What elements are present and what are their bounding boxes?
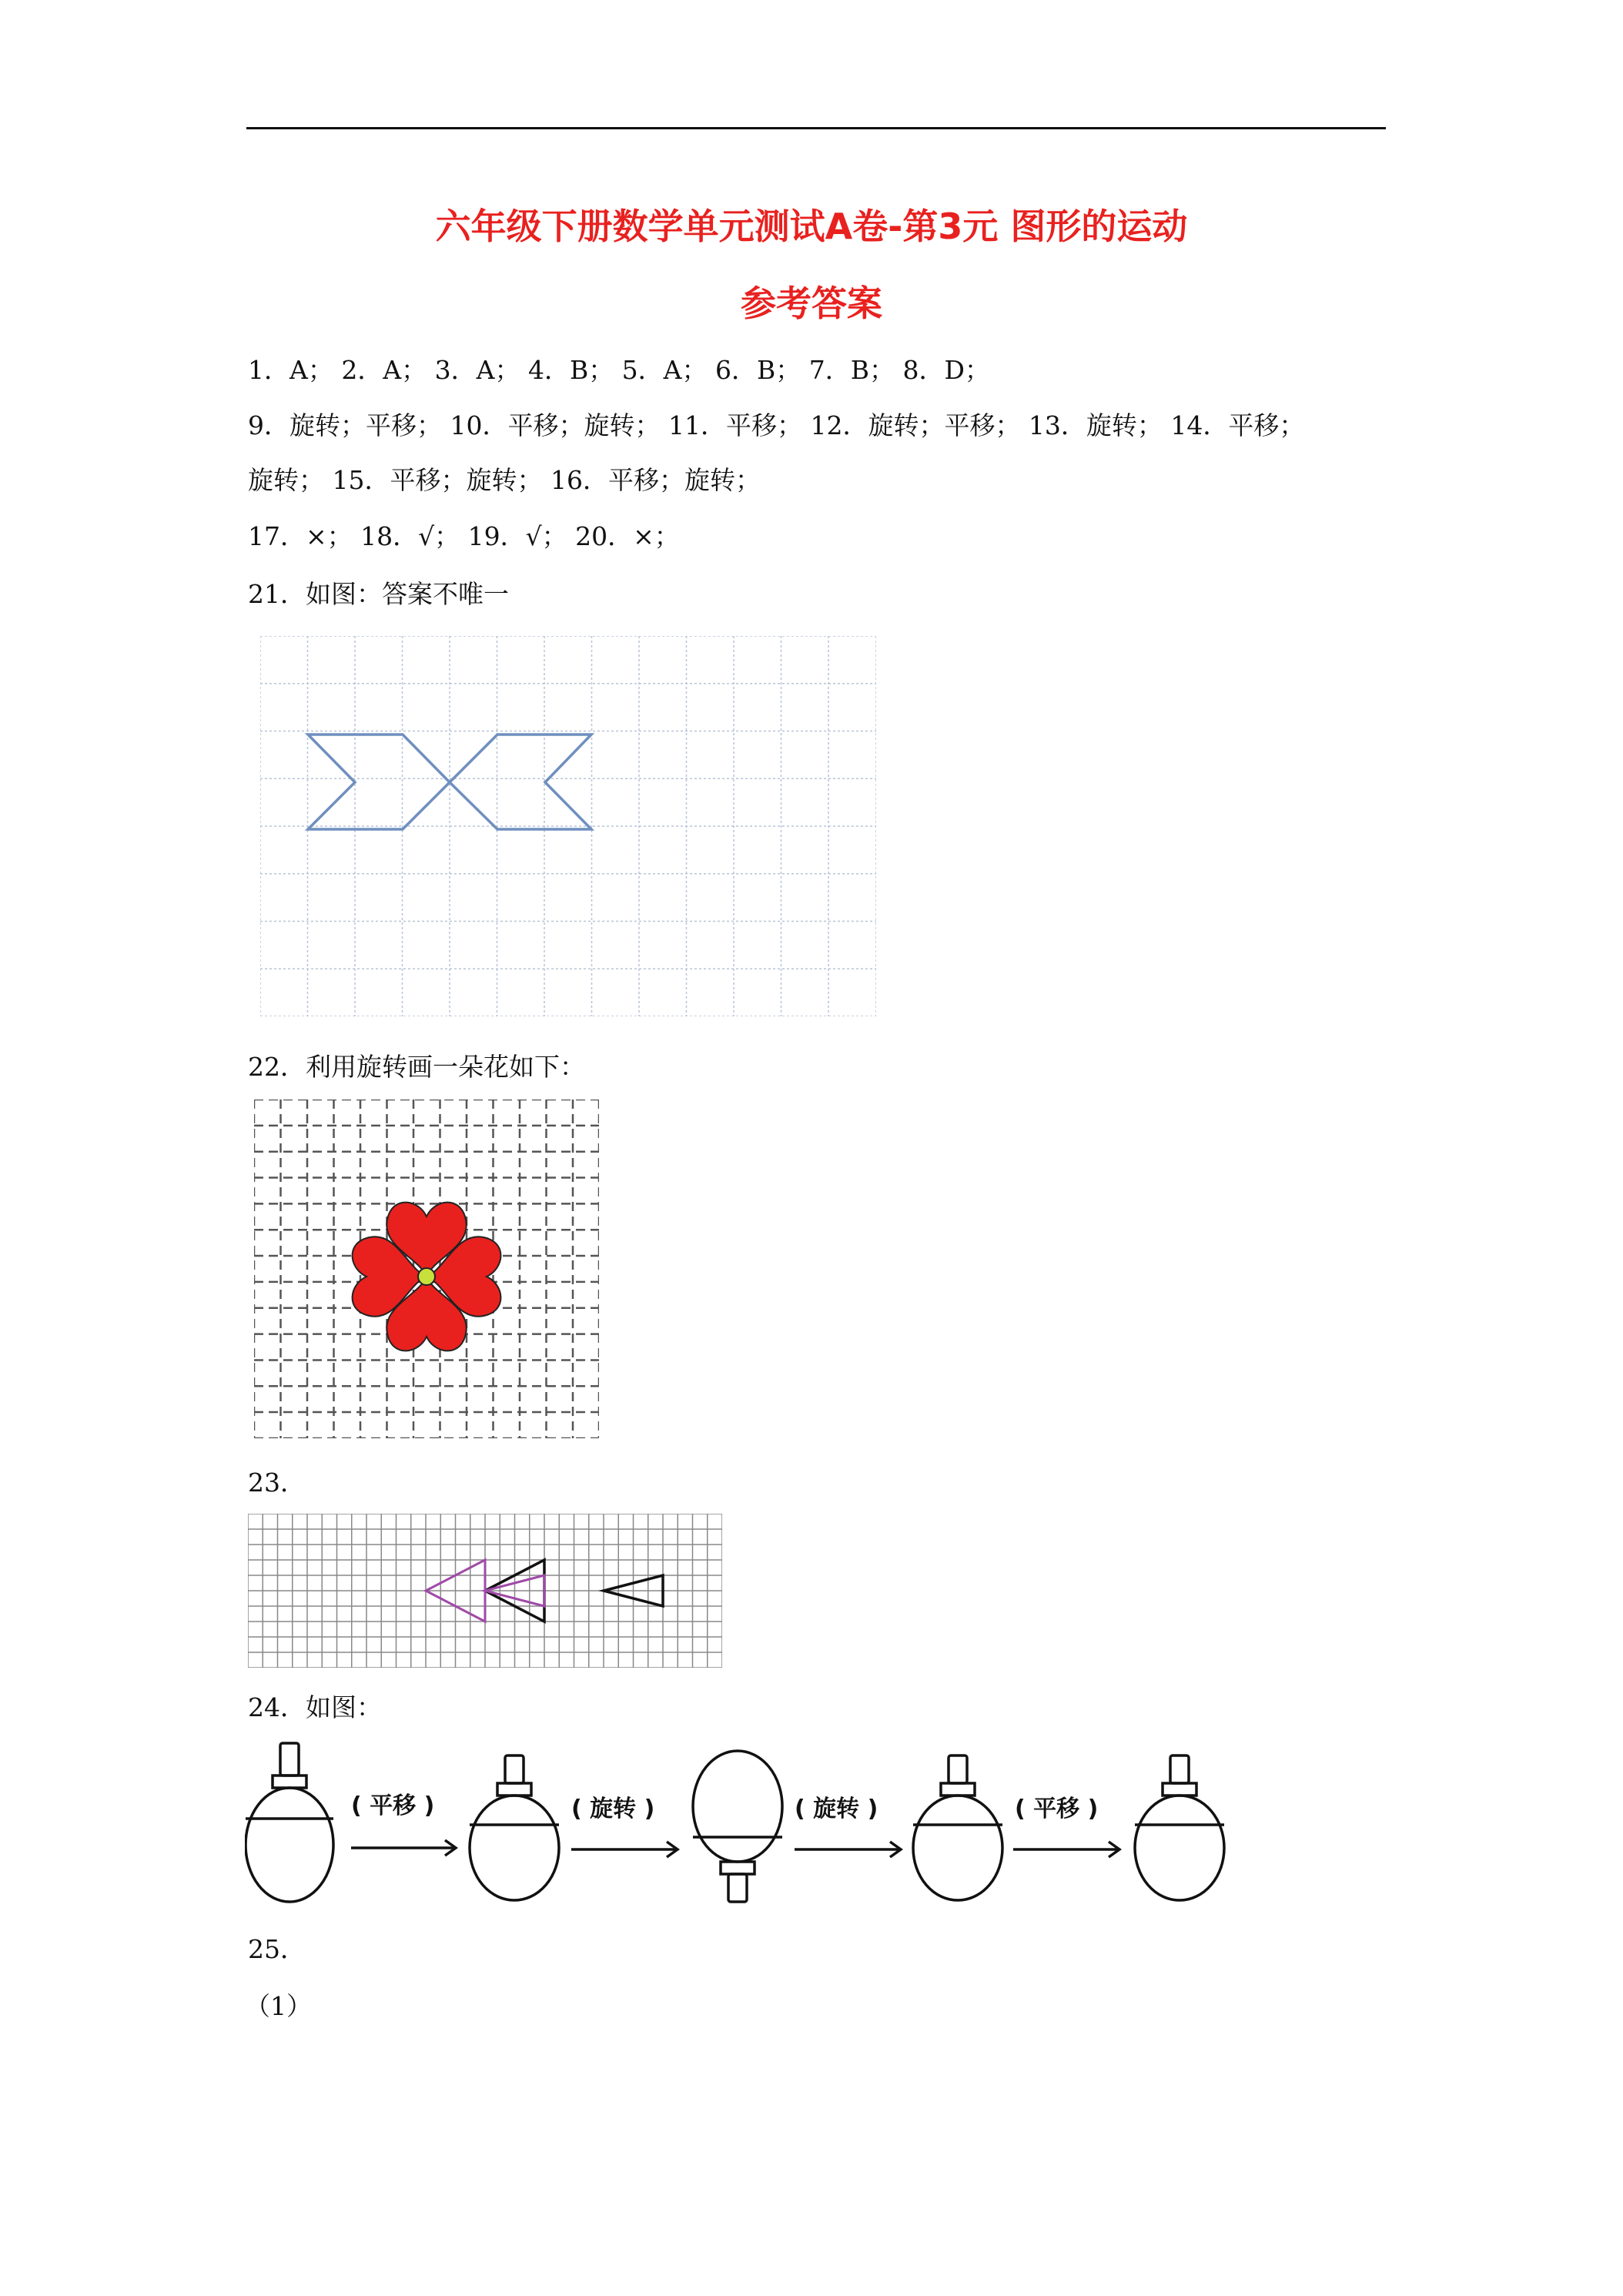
q24-label-2: ( 旋转 ) <box>571 1796 655 1822</box>
answer-q23: 23． <box>248 1468 306 1498</box>
flower-center <box>418 1268 435 1285</box>
page-title: 六年级下册数学单元测试A卷-第3元 图形的运动 <box>435 206 1188 247</box>
answer-line-4: 17．×； 18．√； 19．√； 20．×； <box>248 521 680 551</box>
answer-line-3: 旋转； 15．平移；旋转； 16．平移；旋转； <box>248 465 761 495</box>
q24-label-1: ( 平移 ) <box>351 1792 435 1819</box>
paddle-5 <box>1135 1755 1224 1900</box>
q24-label-3: ( 旋转 ) <box>795 1796 878 1822</box>
answer-q22: 22．利用旋转画一朵花如下： <box>248 1052 585 1082</box>
q24-paddle-figure <box>245 1742 1230 1903</box>
q23-triangle-figure <box>248 1514 722 1668</box>
answer-q24: 24．如图： <box>248 1692 382 1722</box>
paddle-1 <box>246 1743 333 1902</box>
paddle-4 <box>913 1755 1002 1900</box>
paddle-3 <box>693 1751 782 1902</box>
answer-line-1: 1．A； 2．A； 3．A； 4．B； 5．A； 6．B； 7．B； 8．D； <box>248 355 990 385</box>
answer-q25: 25． <box>248 1934 306 1964</box>
q22-flower-figure <box>254 1099 599 1438</box>
q21-grid <box>260 636 876 1016</box>
answer-line-2: 9．旋转；平移； 10．平移；旋转； 11．平移； 12．旋转；平移； 13．旋转； 14．平移； <box>248 410 1305 440</box>
answer-q25-part1: （1） <box>245 1991 312 2021</box>
q24-label-4: ( 平移 ) <box>1015 1796 1099 1822</box>
q22-flower <box>353 1203 501 1351</box>
q21-reflected-shape <box>450 735 591 829</box>
answer-q21: 21．如图：答案不唯一 <box>248 579 509 609</box>
paddle-2 <box>470 1755 559 1900</box>
q21-grid-figure <box>260 636 876 1016</box>
header-rule <box>246 127 1386 129</box>
page-subtitle: 参考答案 <box>741 283 882 324</box>
q21-original-shape <box>308 735 450 829</box>
